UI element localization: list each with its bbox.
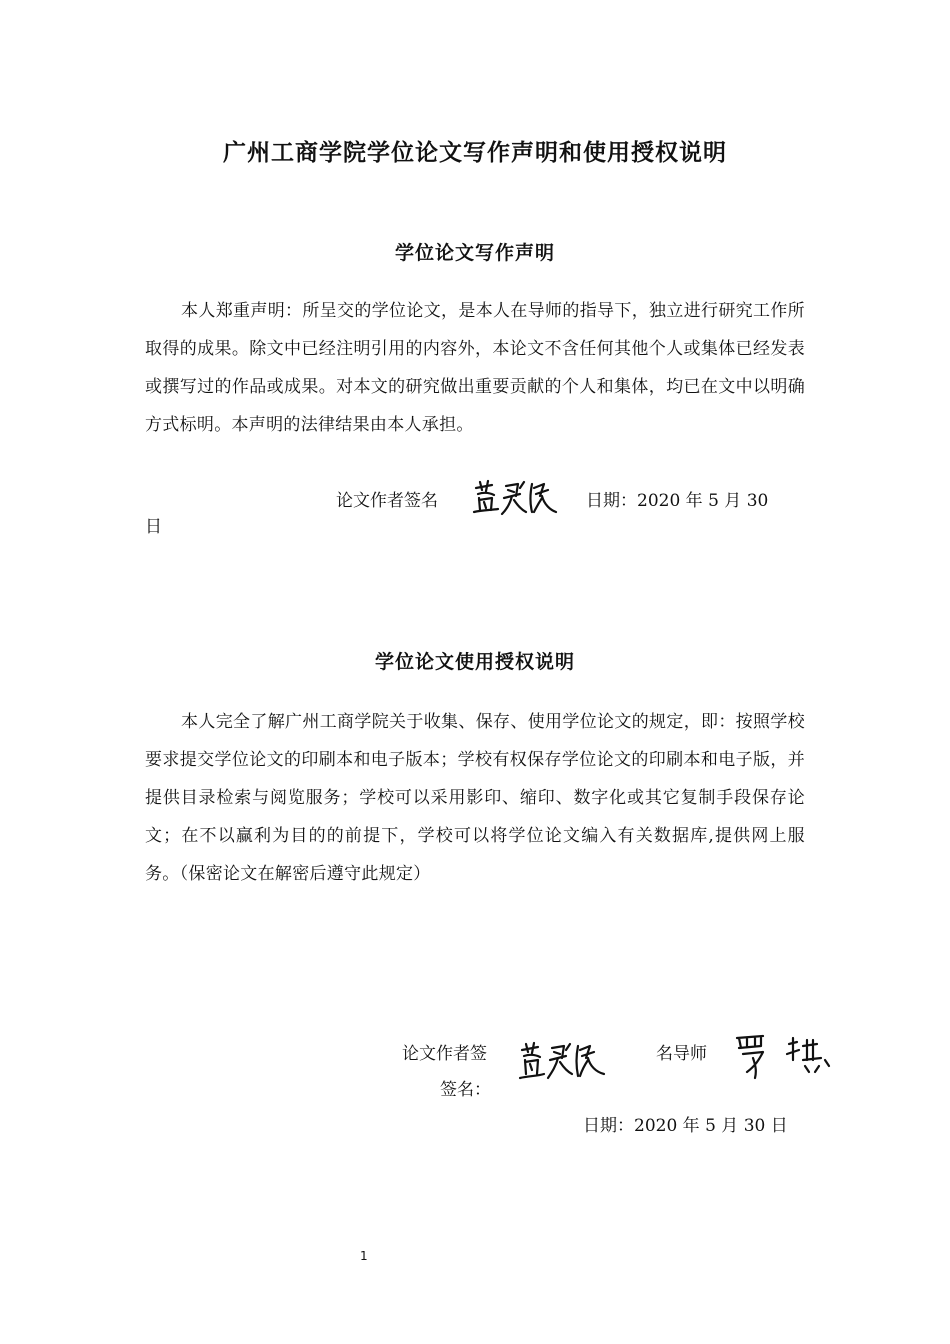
authorization-paragraph [145,703,805,893]
section-heading-authorization: 学位论文使用授权说明 [374,651,575,673]
author-signature-label: 论文作者签名 [336,491,438,511]
document-title: 广州工商学院学位论文写作声明和使用授权说明 [223,140,727,166]
declaration-date: 日期：2020 年 5 月 30 [586,491,769,511]
author-signature-label-2b: 签名： [440,1080,491,1100]
authorization-date: 日期：2020 年 5 月 30 日 [583,1116,788,1136]
advisor-signature-image [733,1030,833,1082]
page-number: 1 [360,1249,368,1263]
authorization-text: 本人完全了解广州工商学院关于收集、保存、使用学位论文的规定，即：按照学校要求提交学位论文的印刷本和电子版本；学校有权保存学位论文的印刷本和电子版，并提供目录检索与阅览服务；学校可以采用影印、缩印、数字化或其它复制手段保存论文；在不以赢利为目的的前提下，学校可以将学位论文编入有关数据库,提供网上服务。（保密论文在解密后遵守此规定） [145,712,805,884]
advisor-signature-label: 名导师 [656,1044,707,1064]
declaration-date-wrap: 日 [145,517,162,537]
section-heading-declaration: 学位论文写作声明 [394,242,555,264]
author-signature-label-2a: 论文作者签 [402,1044,487,1064]
author-signature-image-2 [516,1036,610,1084]
declaration-paragraph [145,292,805,444]
author-signature-image [470,476,562,518]
declaration-text: 本人郑重声明：所呈交的学位论文，是本人在导师的指导下，独立进行研究工作所取得的成果。除文中已经注明引用的内容外，本论文不含任何其他个人或集体已经发表或撰写过的作品或成果。对本文的研究做出重要贡献的个人和集体，均已在文中以明确方式标明。本声明的法律结果由本人承担。 [145,301,805,435]
